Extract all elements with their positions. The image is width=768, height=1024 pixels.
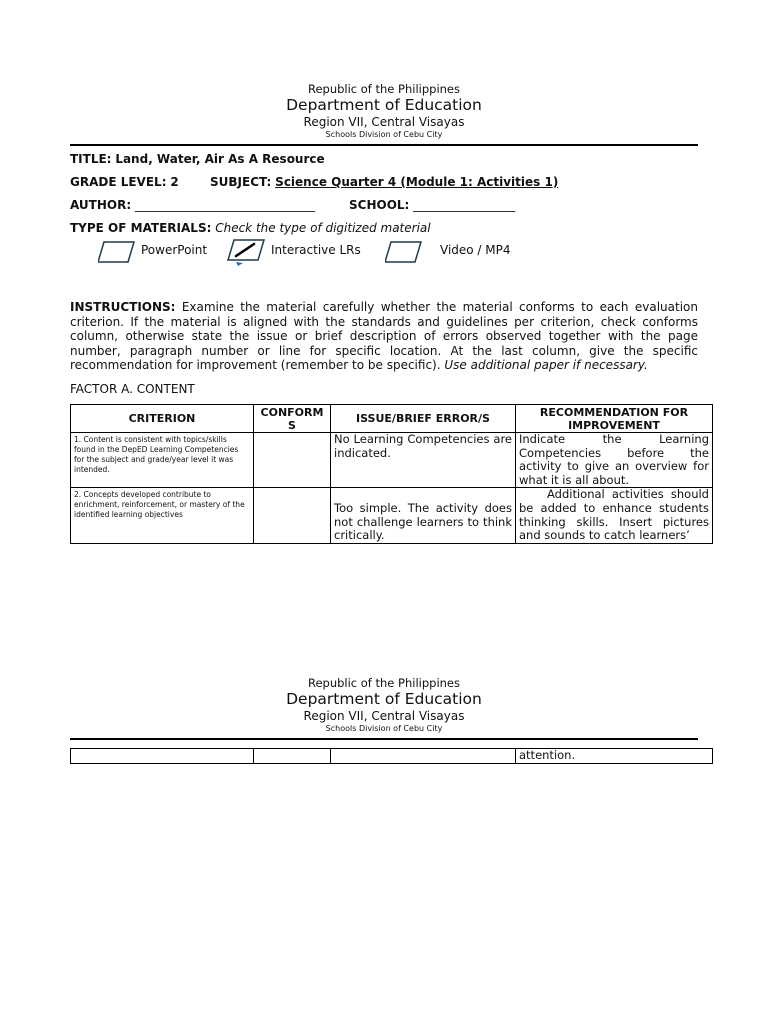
- page-header: [70, 82, 698, 146]
- powerpoint-checkbox[interactable]: [98, 240, 136, 264]
- school-field[interactable]: _________________: [413, 198, 516, 212]
- region-label: Region VII, Central Visayas: [303, 115, 465, 129]
- division-label: Schools Division of Cebu City: [325, 130, 443, 139]
- author-field[interactable]: ______________________________: [134, 198, 315, 212]
- evaluation-table-continued: [70, 748, 713, 764]
- recommendation-text: Additional activities should be added to enhance students thinking skills. Insert pictures and sounds to catch learners’: [519, 487, 709, 543]
- header-criterion: CRITERION: [71, 405, 254, 433]
- type-label: TYPE OF MATERIALS:: [70, 221, 212, 235]
- factor-heading: FACTOR A. CONTENT: [70, 382, 195, 396]
- instructions-paragraph: [70, 300, 698, 373]
- table-row: [71, 488, 713, 543]
- cursor-arrow-icon: [236, 262, 243, 266]
- table-header-row: [71, 405, 713, 433]
- title-line: [70, 152, 325, 167]
- check-mark-icon: [236, 244, 254, 256]
- title-label: TITLE:: [70, 152, 112, 166]
- header-rule: [70, 144, 698, 146]
- school-line: [349, 198, 515, 213]
- instructions-tail: Use additional paper if necessary.: [444, 358, 648, 372]
- issue-cell[interactable]: [331, 749, 516, 764]
- title-value: Land, Water, Air As A Resource: [115, 152, 325, 166]
- header-conforms: CONFORM S: [254, 405, 331, 433]
- recommendation-cell[interactable]: [516, 488, 713, 543]
- evaluation-table: [70, 404, 713, 544]
- grade-label: GRADE LEVEL:: [70, 175, 167, 189]
- subject-label: SUBJECT:: [210, 175, 272, 189]
- header-rule: [70, 738, 698, 740]
- issue-cell[interactable]: [331, 488, 516, 543]
- department-title: Department of Education: [286, 96, 482, 114]
- criterion-cell: 1. Content is consistent with topics/skills found in the DepED Learning Competencies for the subject and grade/year level it was intended.: [71, 433, 254, 488]
- school-label: SCHOOL:: [349, 198, 410, 212]
- issue-text: Too simple. The activity does not challenge learners to think critically.: [334, 500, 512, 543]
- conforms-cell[interactable]: [254, 433, 331, 488]
- interactive-lrs-checkbox[interactable]: [226, 238, 266, 266]
- option-interactive-lrs-label: Interactive LRs: [271, 243, 361, 257]
- type-note: Check the type of digitized material: [215, 221, 431, 235]
- criterion-cell: [71, 749, 254, 764]
- grade-line: [70, 175, 179, 190]
- author-label: AUTHOR:: [70, 198, 132, 212]
- grade-value: 2: [170, 175, 179, 189]
- table-row: [71, 433, 713, 488]
- department-title: Department of Education: [286, 690, 482, 708]
- instructions-body: Examine the material carefully whether the material conforms to each evaluation criterion. If the material is aligned with the standards and guidelines per criterion, check conforms column, otherwise state the issue or brief description of errors observed together with the page number, paragraph number or line for specific location. At the last column, give the specific recommendation for improvement (remember to be specific).: [70, 300, 698, 372]
- republic-label: Republic of the Philippines: [307, 82, 461, 96]
- video-mp4-checkbox[interactable]: [385, 240, 423, 264]
- recommendation-cell[interactable]: attention.: [516, 749, 713, 764]
- subject-value: Science Quarter 4 (Module 1: Activities 1): [275, 175, 559, 189]
- recommendation-cell[interactable]: Indicate the Learning Competencies before the activity to give an overview for what it is all about.: [516, 433, 713, 488]
- option-powerpoint-label: PowerPoint: [141, 243, 208, 257]
- table-row: [71, 749, 713, 764]
- instructions-label: INSTRUCTIONS:: [70, 300, 176, 314]
- header-issue: ISSUE/BRIEF ERROR/S: [331, 405, 516, 433]
- region-label: Region VII, Central Visayas: [303, 709, 465, 723]
- page2-header: [70, 676, 698, 740]
- subject-line: [210, 175, 558, 190]
- header-recommendation: RECOMMENDATION FOR IMPROVEMENT: [516, 405, 713, 433]
- conforms-cell[interactable]: [254, 488, 331, 543]
- author-line: [70, 198, 315, 213]
- criterion-cell: 2. Concepts developed contribute to enrichment, reinforcement, or mastery of the identified learning objectives: [71, 488, 254, 543]
- republic-label: Republic of the Philippines: [307, 676, 461, 690]
- issue-cell[interactable]: No Learning Competencies are indicated.: [331, 433, 516, 488]
- division-label: Schools Division of Cebu City: [325, 724, 443, 733]
- option-video-mp4-label: Video / MP4: [440, 243, 511, 257]
- type-line: [70, 221, 431, 236]
- conforms-cell[interactable]: [254, 749, 331, 764]
